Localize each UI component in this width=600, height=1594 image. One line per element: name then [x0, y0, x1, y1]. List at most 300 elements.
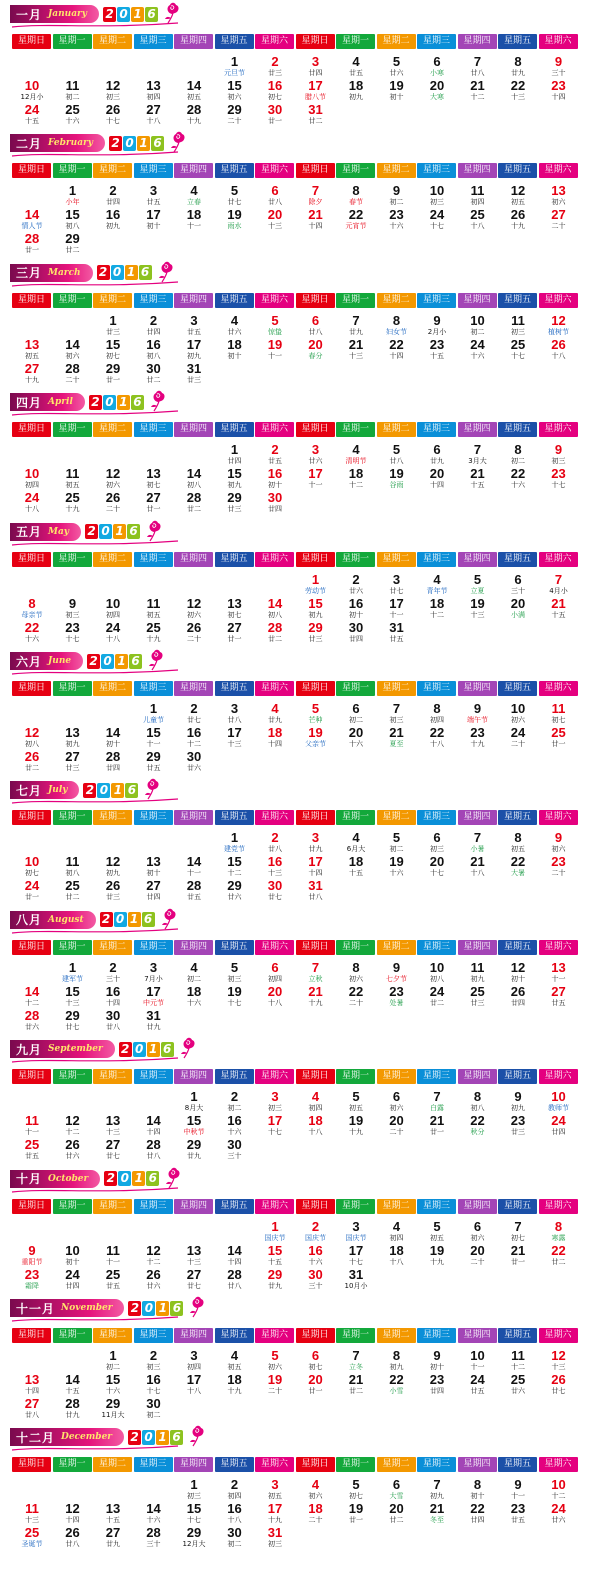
- weekday-header: 星期日: [296, 163, 335, 178]
- day-number: 25: [65, 490, 80, 506]
- day-number: 22: [551, 1242, 566, 1258]
- lunar-date: 初十: [146, 869, 161, 878]
- lunar-date: 初九: [430, 1492, 444, 1501]
- day-number: 2: [109, 183, 117, 199]
- lunar-date: 初五: [511, 845, 525, 854]
- day-number: 24: [24, 878, 40, 894]
- day-number: 31: [146, 1007, 161, 1023]
- day-cell: [255, 597, 295, 621]
- year-badge: [119, 1042, 175, 1057]
- day-cell: [539, 985, 579, 1009]
- day-number: 21: [389, 725, 404, 740]
- day-number: 16: [267, 78, 283, 93]
- weekday-header: 星期三: [417, 1457, 456, 1472]
- day-number: 17: [308, 466, 323, 482]
- day-number: 23: [470, 725, 485, 740]
- lunar-date: 廿四: [106, 764, 120, 772]
- day-cell: [134, 1114, 174, 1138]
- day-cell: [377, 1090, 417, 1114]
- day-number: 16: [105, 207, 121, 223]
- day-cell: [215, 1526, 255, 1550]
- lunar-date: 廿一: [25, 246, 39, 255]
- day-number: 3: [311, 830, 320, 846]
- lunar-date: 十七: [430, 222, 444, 231]
- lunar-date: 初三: [227, 974, 242, 983]
- day-cell: [296, 1349, 336, 1373]
- day-cell: [93, 985, 133, 1009]
- day-cell: [174, 621, 214, 645]
- lunar-date: 初九: [65, 740, 80, 748]
- day-cell: [134, 1349, 174, 1373]
- day-number: 12: [551, 312, 566, 328]
- day-number: 7: [433, 1089, 441, 1105]
- weekday-header: 星期一: [53, 1199, 92, 1214]
- day-number: 14: [186, 78, 202, 93]
- day-cell: [377, 702, 417, 726]
- day-number: 27: [146, 490, 161, 506]
- day-number: 3: [149, 183, 158, 199]
- day-number: 9: [514, 1477, 522, 1493]
- day-cell: [93, 621, 133, 645]
- day-number: 5: [311, 701, 320, 716]
- weekday-header: 星期三: [134, 1457, 173, 1472]
- day-cell: [417, 1114, 457, 1138]
- weekday-header: 星期五: [215, 1199, 254, 1214]
- weekday-header: 星期四: [174, 1199, 213, 1214]
- day-cell: [134, 1373, 174, 1397]
- lunar-date: 初二: [146, 1411, 161, 1419]
- day-number: 12: [510, 183, 526, 199]
- day-cell: [498, 338, 538, 362]
- year-badge: [89, 395, 145, 410]
- lunar-date: 廿七: [551, 1387, 566, 1395]
- weekday-header: 星期日: [12, 1069, 51, 1084]
- day-number: 8: [473, 1477, 482, 1493]
- year-badge: [87, 654, 143, 669]
- year-digit: 1: [147, 1042, 160, 1057]
- day-cell: [377, 55, 417, 79]
- lunar-date: 7月小: [144, 974, 163, 983]
- day-cell: [12, 79, 52, 103]
- day-cell: [93, 1009, 133, 1033]
- weekday-header: 星期二: [377, 810, 416, 825]
- day-cell: [458, 55, 498, 79]
- day-number: 12: [510, 959, 526, 975]
- day-number: 26: [105, 878, 121, 894]
- lunar-date: 廿三: [65, 764, 80, 772]
- lunar-date: 廿六: [187, 764, 201, 772]
- day-number: 19: [470, 595, 485, 611]
- day-cell: [12, 1397, 52, 1421]
- day-number: 16: [146, 1372, 161, 1387]
- lunar-date: 十七: [430, 869, 444, 878]
- month-name: 一月: [16, 7, 43, 22]
- day-cell: [539, 1090, 579, 1114]
- day-cell: [12, 208, 52, 232]
- day-number: 7: [352, 1348, 360, 1363]
- day-cell: [255, 1526, 295, 1550]
- day-number: 18: [186, 983, 202, 999]
- year-badge: [104, 1171, 160, 1186]
- day-cell: [296, 702, 336, 726]
- weekday-header: 星期五: [498, 1457, 537, 1472]
- day-number: 1: [68, 183, 77, 199]
- day-cell: [377, 338, 417, 362]
- day-number: 27: [105, 1525, 121, 1541]
- lunar-date: 初二: [511, 457, 525, 466]
- lunar-date: 廿四: [308, 69, 323, 77]
- lunar-date: 建军节: [62, 974, 83, 983]
- day-cell: [417, 985, 457, 1009]
- lunar-date: 初三: [106, 93, 120, 101]
- day-cell: [336, 314, 376, 338]
- lunar-date: 十一: [187, 869, 201, 878]
- day-number: 11: [65, 466, 80, 482]
- day-cell: [12, 621, 52, 645]
- day-number: 14: [227, 1242, 242, 1258]
- day-number: 9: [473, 701, 482, 716]
- day-number: 31: [348, 1266, 364, 1282]
- weekday-header: 星期四: [174, 422, 213, 437]
- lunar-date: 廿九: [146, 1022, 161, 1031]
- weekday-header: 星期日: [296, 293, 335, 308]
- day-cell: [498, 79, 538, 103]
- lunar-date: 十二: [25, 998, 39, 1007]
- day-cell: [53, 750, 93, 774]
- day-cell: [93, 879, 133, 903]
- lunar-date: 十四: [308, 869, 323, 878]
- lunar-date: 初八: [65, 869, 80, 878]
- day-number: 25: [551, 725, 566, 740]
- day-cell: [539, 1478, 579, 1502]
- lunar-date: 廿七: [106, 1152, 120, 1161]
- lunar-date: 初二: [227, 1104, 242, 1113]
- lunar-date: 十六: [65, 117, 80, 125]
- day-cell: [296, 573, 336, 597]
- lunar-date: 国庆节: [345, 1233, 367, 1242]
- weekday-header: 星期一: [53, 1328, 92, 1343]
- weekday-header: 星期五: [215, 810, 254, 825]
- lunar-date: 廿五: [187, 893, 201, 902]
- lunar-date: 十九: [268, 1516, 282, 1525]
- day-cell: [539, 79, 579, 103]
- weekday-header: 星期一: [53, 681, 92, 696]
- day-cell: [296, 314, 336, 338]
- weekday-header: 星期五: [498, 34, 537, 49]
- lunar-date: 十八: [470, 222, 485, 231]
- day-cell: [53, 1138, 93, 1162]
- day-number: 26: [105, 490, 121, 506]
- day-number: 1: [109, 312, 117, 328]
- day-number: 18: [186, 207, 202, 223]
- day-number: 14: [24, 207, 40, 223]
- year-digit: 0: [97, 783, 110, 798]
- lunar-date: 廿九: [511, 69, 525, 77]
- day-cell: [458, 597, 498, 621]
- day-number: 17: [186, 336, 202, 352]
- day-number: 22: [470, 1501, 485, 1517]
- month-name: 七月: [16, 783, 43, 798]
- lunar-date: 十三: [106, 1128, 120, 1137]
- day-cell: [539, 467, 579, 491]
- day-number: 7: [473, 442, 482, 458]
- day-number: 22: [510, 78, 526, 93]
- month-name: 十月: [16, 1172, 43, 1187]
- weekday-header: 星期一: [336, 1328, 375, 1343]
- day-cell: [134, 467, 174, 491]
- day-cell: [296, 1502, 336, 1526]
- day-cell: [498, 985, 538, 1009]
- lunar-date: 立冬: [349, 1363, 363, 1371]
- day-number: 3: [149, 959, 158, 975]
- lunar-date: 小满: [511, 610, 525, 619]
- day-cell: [417, 338, 457, 362]
- day-cell: [93, 467, 133, 491]
- day-number: 2: [311, 1218, 320, 1234]
- day-number: 8: [514, 442, 522, 458]
- day-number: 15: [308, 595, 323, 611]
- weekday-header: 星期三: [417, 810, 456, 825]
- lunar-date: 国庆节: [305, 1233, 326, 1242]
- weekday-header: 星期三: [134, 163, 173, 178]
- month-block: [0, 647, 600, 777]
- year-badge: [85, 524, 141, 539]
- day-number: 26: [65, 1137, 80, 1153]
- day-cell: [498, 1220, 538, 1244]
- day-cell: [215, 702, 255, 726]
- lunar-date: 圣诞节: [21, 1540, 43, 1549]
- lunar-date: 廿四: [227, 457, 242, 466]
- lunar-date: 二十: [308, 1516, 323, 1525]
- day-cell: [458, 338, 498, 362]
- day-number: 29: [227, 102, 242, 117]
- day-cell: [174, 1244, 214, 1268]
- lunar-date: 廿二: [430, 998, 444, 1007]
- day-cell: [53, 597, 93, 621]
- month-english-name: December: [61, 1432, 113, 1443]
- year-digit: 2: [128, 1301, 141, 1316]
- day-number: 16: [105, 983, 121, 999]
- lunar-date: 廿四: [106, 198, 120, 207]
- day-number: 30: [267, 490, 283, 506]
- lunar-date: 初十: [268, 481, 282, 490]
- day-number: 26: [146, 1266, 161, 1282]
- day-cell: [296, 184, 336, 208]
- lunar-date: 十九: [430, 1257, 444, 1266]
- day-cell: [458, 1373, 498, 1397]
- lunar-date: 十六: [470, 351, 485, 360]
- day-number: 8: [352, 959, 360, 975]
- day-number: 30: [267, 102, 283, 117]
- lunar-date: 廿三: [511, 1128, 525, 1137]
- day-number: 19: [267, 336, 283, 352]
- weekday-header: 星期日: [12, 1457, 51, 1472]
- lunar-date: 初二: [106, 1363, 120, 1371]
- day-number: 12: [105, 854, 121, 870]
- lunar-date: 十二: [227, 869, 242, 878]
- day-cell: [53, 726, 93, 750]
- day-cell: [12, 103, 52, 127]
- day-number: 1: [68, 959, 77, 975]
- day-number: 5: [392, 830, 401, 846]
- day-cell: [93, 208, 133, 232]
- day-number: 16: [146, 336, 161, 352]
- day-cell: [377, 1373, 417, 1397]
- day-cell: [458, 961, 498, 985]
- weekday-header: 星期四: [458, 1328, 497, 1343]
- day-number: 20: [510, 595, 526, 611]
- lunar-date: 初十: [389, 93, 404, 101]
- day-number: 1: [230, 442, 239, 458]
- day-cell: [134, 750, 174, 774]
- lunar-date: 十一: [25, 1128, 39, 1137]
- day-cell: [53, 985, 93, 1009]
- weekday-header: 星期六: [255, 810, 294, 825]
- lunar-date: 情人节: [21, 222, 43, 231]
- rose-icon: [184, 1423, 208, 1451]
- day-cell: [215, 597, 255, 621]
- day-number: 5: [473, 571, 482, 587]
- weekday-header: 星期日: [12, 422, 51, 437]
- day-number: 4: [392, 1218, 401, 1234]
- lunar-date: 初三: [268, 1104, 282, 1113]
- day-number: 7: [554, 571, 563, 587]
- day-cell: [255, 184, 295, 208]
- lunar-date: 初四: [470, 198, 485, 207]
- weekday-header: 星期六: [539, 163, 578, 178]
- lunar-date: 十四: [146, 1128, 161, 1137]
- day-cell: [93, 1349, 133, 1373]
- day-number: 15: [186, 1501, 202, 1517]
- lunar-date: 十六: [25, 634, 39, 643]
- day-cell: [134, 338, 174, 362]
- day-cell: [417, 184, 457, 208]
- lunar-date: 十六: [389, 222, 404, 231]
- lunar-date: 二十: [65, 375, 80, 384]
- day-cell: [498, 573, 538, 597]
- year-digit: 0: [117, 7, 130, 22]
- day-number: 19: [227, 207, 242, 223]
- lunar-date: 初三: [430, 845, 444, 854]
- day-number: 16: [186, 725, 202, 740]
- day-number: 29: [65, 1007, 80, 1023]
- month-name: 九月: [16, 1042, 43, 1057]
- lunar-date: 廿五: [551, 998, 566, 1007]
- lunar-date: 十三: [349, 351, 363, 360]
- year-digit: 2: [83, 783, 96, 798]
- day-number: 28: [227, 1266, 242, 1282]
- weekday-header: 星期二: [93, 810, 132, 825]
- day-number: 3: [271, 1477, 279, 1493]
- day-cell: [255, 831, 295, 855]
- day-cell: [53, 1373, 93, 1397]
- day-cell: [377, 1220, 417, 1244]
- lunar-date: 十二: [349, 481, 363, 490]
- day-cell: [336, 208, 376, 232]
- weekday-header: 星期二: [377, 681, 416, 696]
- day-number: 21: [429, 1113, 445, 1129]
- year-digit: 1: [137, 136, 150, 151]
- day-number: 26: [510, 983, 526, 999]
- lunar-date: 十二: [430, 610, 444, 619]
- day-cell: [174, 855, 214, 879]
- day-number: 6: [271, 959, 279, 975]
- day-cell: [134, 362, 174, 386]
- lunar-date: 立夏: [470, 586, 485, 595]
- lunar-date: 儿童节: [143, 716, 164, 724]
- month-name: 四月: [16, 395, 43, 410]
- weekday-header: 星期三: [134, 1199, 173, 1214]
- lunar-date: 初三: [430, 198, 444, 207]
- day-number: 22: [429, 725, 445, 740]
- lunar-date: 三十: [146, 1540, 161, 1549]
- day-number: 18: [227, 1372, 242, 1387]
- day-cell: [458, 314, 498, 338]
- year-digit: 2: [85, 524, 98, 539]
- day-cell: [336, 1114, 376, 1138]
- lunar-date: 廿九: [268, 1281, 282, 1290]
- day-cell: [12, 726, 52, 750]
- lunar-date: 十五: [65, 1387, 80, 1395]
- lunar-date: 初七: [106, 351, 120, 360]
- day-number: 11: [25, 1113, 39, 1129]
- day-number: 8: [392, 1348, 401, 1363]
- month-block: [0, 1423, 600, 1553]
- lunar-date: 十八: [25, 505, 39, 514]
- day-cell: [417, 79, 457, 103]
- day-cell: [417, 55, 457, 79]
- day-number: 11: [470, 959, 485, 975]
- weekday-header: 星期一: [336, 293, 375, 308]
- lunar-date: 初六: [187, 610, 201, 619]
- day-number: 11: [65, 78, 80, 93]
- day-cell: [336, 702, 376, 726]
- day-cell: [377, 1349, 417, 1373]
- weekday-header: 星期五: [498, 1069, 537, 1084]
- day-cell: [296, 961, 336, 985]
- lunar-date: 初七: [268, 93, 282, 101]
- day-cell: [134, 1244, 174, 1268]
- lunar-date: 初九: [308, 610, 323, 619]
- day-cell: [255, 1349, 295, 1373]
- lunar-date: 小寒: [430, 69, 444, 77]
- lunar-date: 廿五: [470, 1387, 485, 1395]
- month-name: 八月: [16, 913, 43, 928]
- day-number: 25: [65, 878, 80, 894]
- day-cell: [296, 79, 336, 103]
- lunar-date: 初九: [106, 869, 120, 878]
- day-cell: [174, 702, 214, 726]
- month-english-name: May: [48, 526, 70, 537]
- day-cell: [215, 338, 255, 362]
- lunar-date: 寒露: [551, 1233, 566, 1242]
- day-cell: [296, 1114, 336, 1138]
- day-cell: [458, 1220, 498, 1244]
- lunar-date: 三十: [551, 69, 566, 77]
- day-cell: [458, 1090, 498, 1114]
- day-number: 30: [348, 619, 364, 635]
- lunar-date: 十二: [65, 1128, 80, 1137]
- lunar-date: 春分: [308, 351, 323, 360]
- weekday-header: 星期二: [93, 163, 132, 178]
- day-number: 1: [230, 830, 239, 846]
- lunar-date: 廿一: [227, 634, 242, 643]
- day-number: 4: [190, 959, 198, 975]
- day-cell: [255, 985, 295, 1009]
- day-number: 21: [470, 854, 485, 870]
- day-number: 5: [352, 1089, 360, 1105]
- lunar-date: 十一: [146, 740, 161, 748]
